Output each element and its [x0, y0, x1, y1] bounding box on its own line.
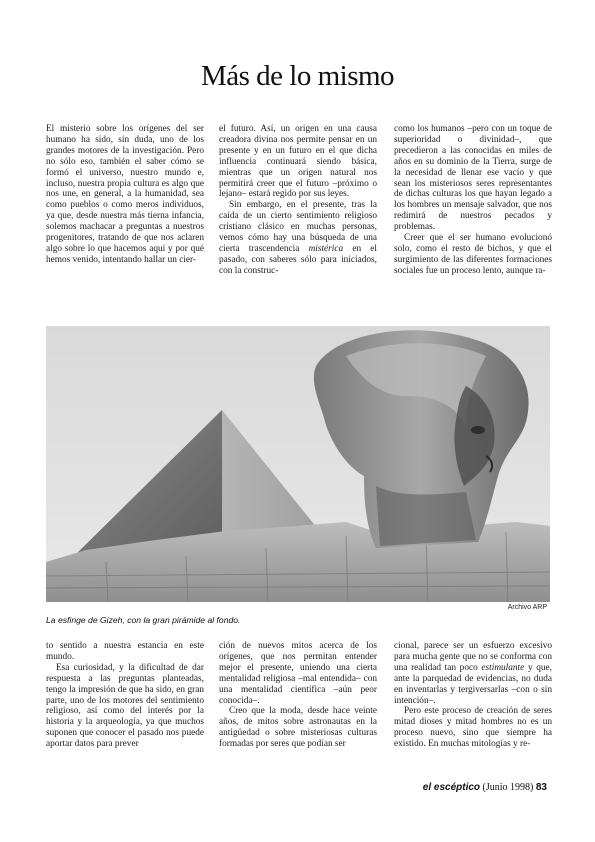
text-column-top-2	[219, 124, 377, 277]
emphasis: mistérica	[308, 243, 344, 254]
paragraph: cional, parece ser un esfuerzo excesivo para mucha gente que no se conforma con una realidad tan poco estimulante y que, ante la parquedad de evidencias, no duda en inventarlas y tergiversarlas –con o sin intención–.	[394, 641, 552, 706]
paragraph: ción de nuevos mitos acerca de los orígenes, que nos permitan entender mejor el presente, uniendo una cierta mentalidad religiosa –mal entendida– con una mentalidad científica –aún peor conocida–.	[219, 641, 377, 706]
sphinx-pyramid-photo	[46, 326, 550, 602]
paragraph: Pero este proceso de creación de seres mitad dioses y mitad hombres no es un proceso nuevo, sino que siempre ha existido. En muchas mitologías y re-	[394, 706, 552, 750]
photo-caption: La esfinge de Gizeh, con la gran pirámide al fondo.	[46, 615, 241, 625]
page-number: 83	[535, 782, 547, 793]
issue-date: (Junio 1998)	[482, 782, 534, 793]
text-column-top-3	[394, 124, 552, 277]
emphasis: estimulante	[481, 662, 525, 673]
text-column-bottom-1	[46, 641, 204, 750]
photo-credit: Archivo ARP	[507, 604, 547, 611]
paragraph: Creer que el ser humano evolucionó solo, como el resto de bichos, y que el surgimiento de las diferentes formaciones sociales fue un proceso lento, aunque ra-	[394, 233, 552, 276]
text-column-bottom-2	[219, 641, 377, 750]
paragraph: Sin embargo, en el presente, tras la caída de un cierto sentimiento religioso cristiano clásico en muchas personas, vemos cómo hay una búsqueda de una cierta trascendencia mistérica en el pasado, con saberes sólo para iniciados, con la construc-	[219, 200, 377, 276]
paragraph: el futuro. Así, un origen en una causa creadora divina nos permite pensar en un presente y en un futuro en el que dicha influencia continuará siendo básica, mientras que un origen natural nos permitirá creer que el futuro –próximo o lejano– estará regido por sus leyes.	[219, 124, 377, 200]
text-column-top-1	[46, 124, 204, 266]
paragraph: Creo que la moda, desde hace veinte años, de mitos sobre astronautas en la antigüedad o sobre misteriosas culturas formadas por seres que podían ser	[219, 706, 377, 750]
page-footer	[423, 782, 547, 793]
paragraph: El misterio sobre los orígenes del ser humano ha sido, sin duda, uno de los grandes motores de la investigación. Pero no sólo eso, también el saber cómo se formó el universo, nuestro mundo e, incluso, nuestra propia cultura es algo que nos une, en general, a la humanidad, sea como pueblos o como meros individuos, ya que, desde nuestra más tierna infancia, solemos machacar a preguntas a nuestros progenitores, tratando de que nos aclaren algo sobre lo que hacemos aquí y por qué hemos venido, intentando hallar un cier-	[46, 124, 204, 265]
paragraph: como los humanos –pero con un toque de superioridad o divinidad–, que precedieron a las conocidas en miles de años en su dominio de la Tierra, surge de la necesidad de llenar ese vacío y que sean los misteriosos seres representantes de dichas culturas los que hayan legado a los hombres un mensaje salvador, que nos redimirá de nuestros pecados y problemas.	[394, 124, 552, 233]
text-column-bottom-3	[394, 641, 552, 750]
article-title: Más de lo mismo	[200, 60, 395, 92]
magazine-name: el escéptico	[422, 782, 481, 793]
paragraph: to sentido a nuestra estancia en este mundo.	[46, 641, 204, 662]
paragraph: Esa curiosidad, y la dificultad de dar respuesta a las preguntas planteadas, tengo la impresión de que ha sido, en gran parte, uno de los motores del sentimiento religioso, así como del interés por la historia y la arqueología, ya que muchos suponen que conocer el pasado nos puede aportar datos para prever	[46, 662, 204, 750]
